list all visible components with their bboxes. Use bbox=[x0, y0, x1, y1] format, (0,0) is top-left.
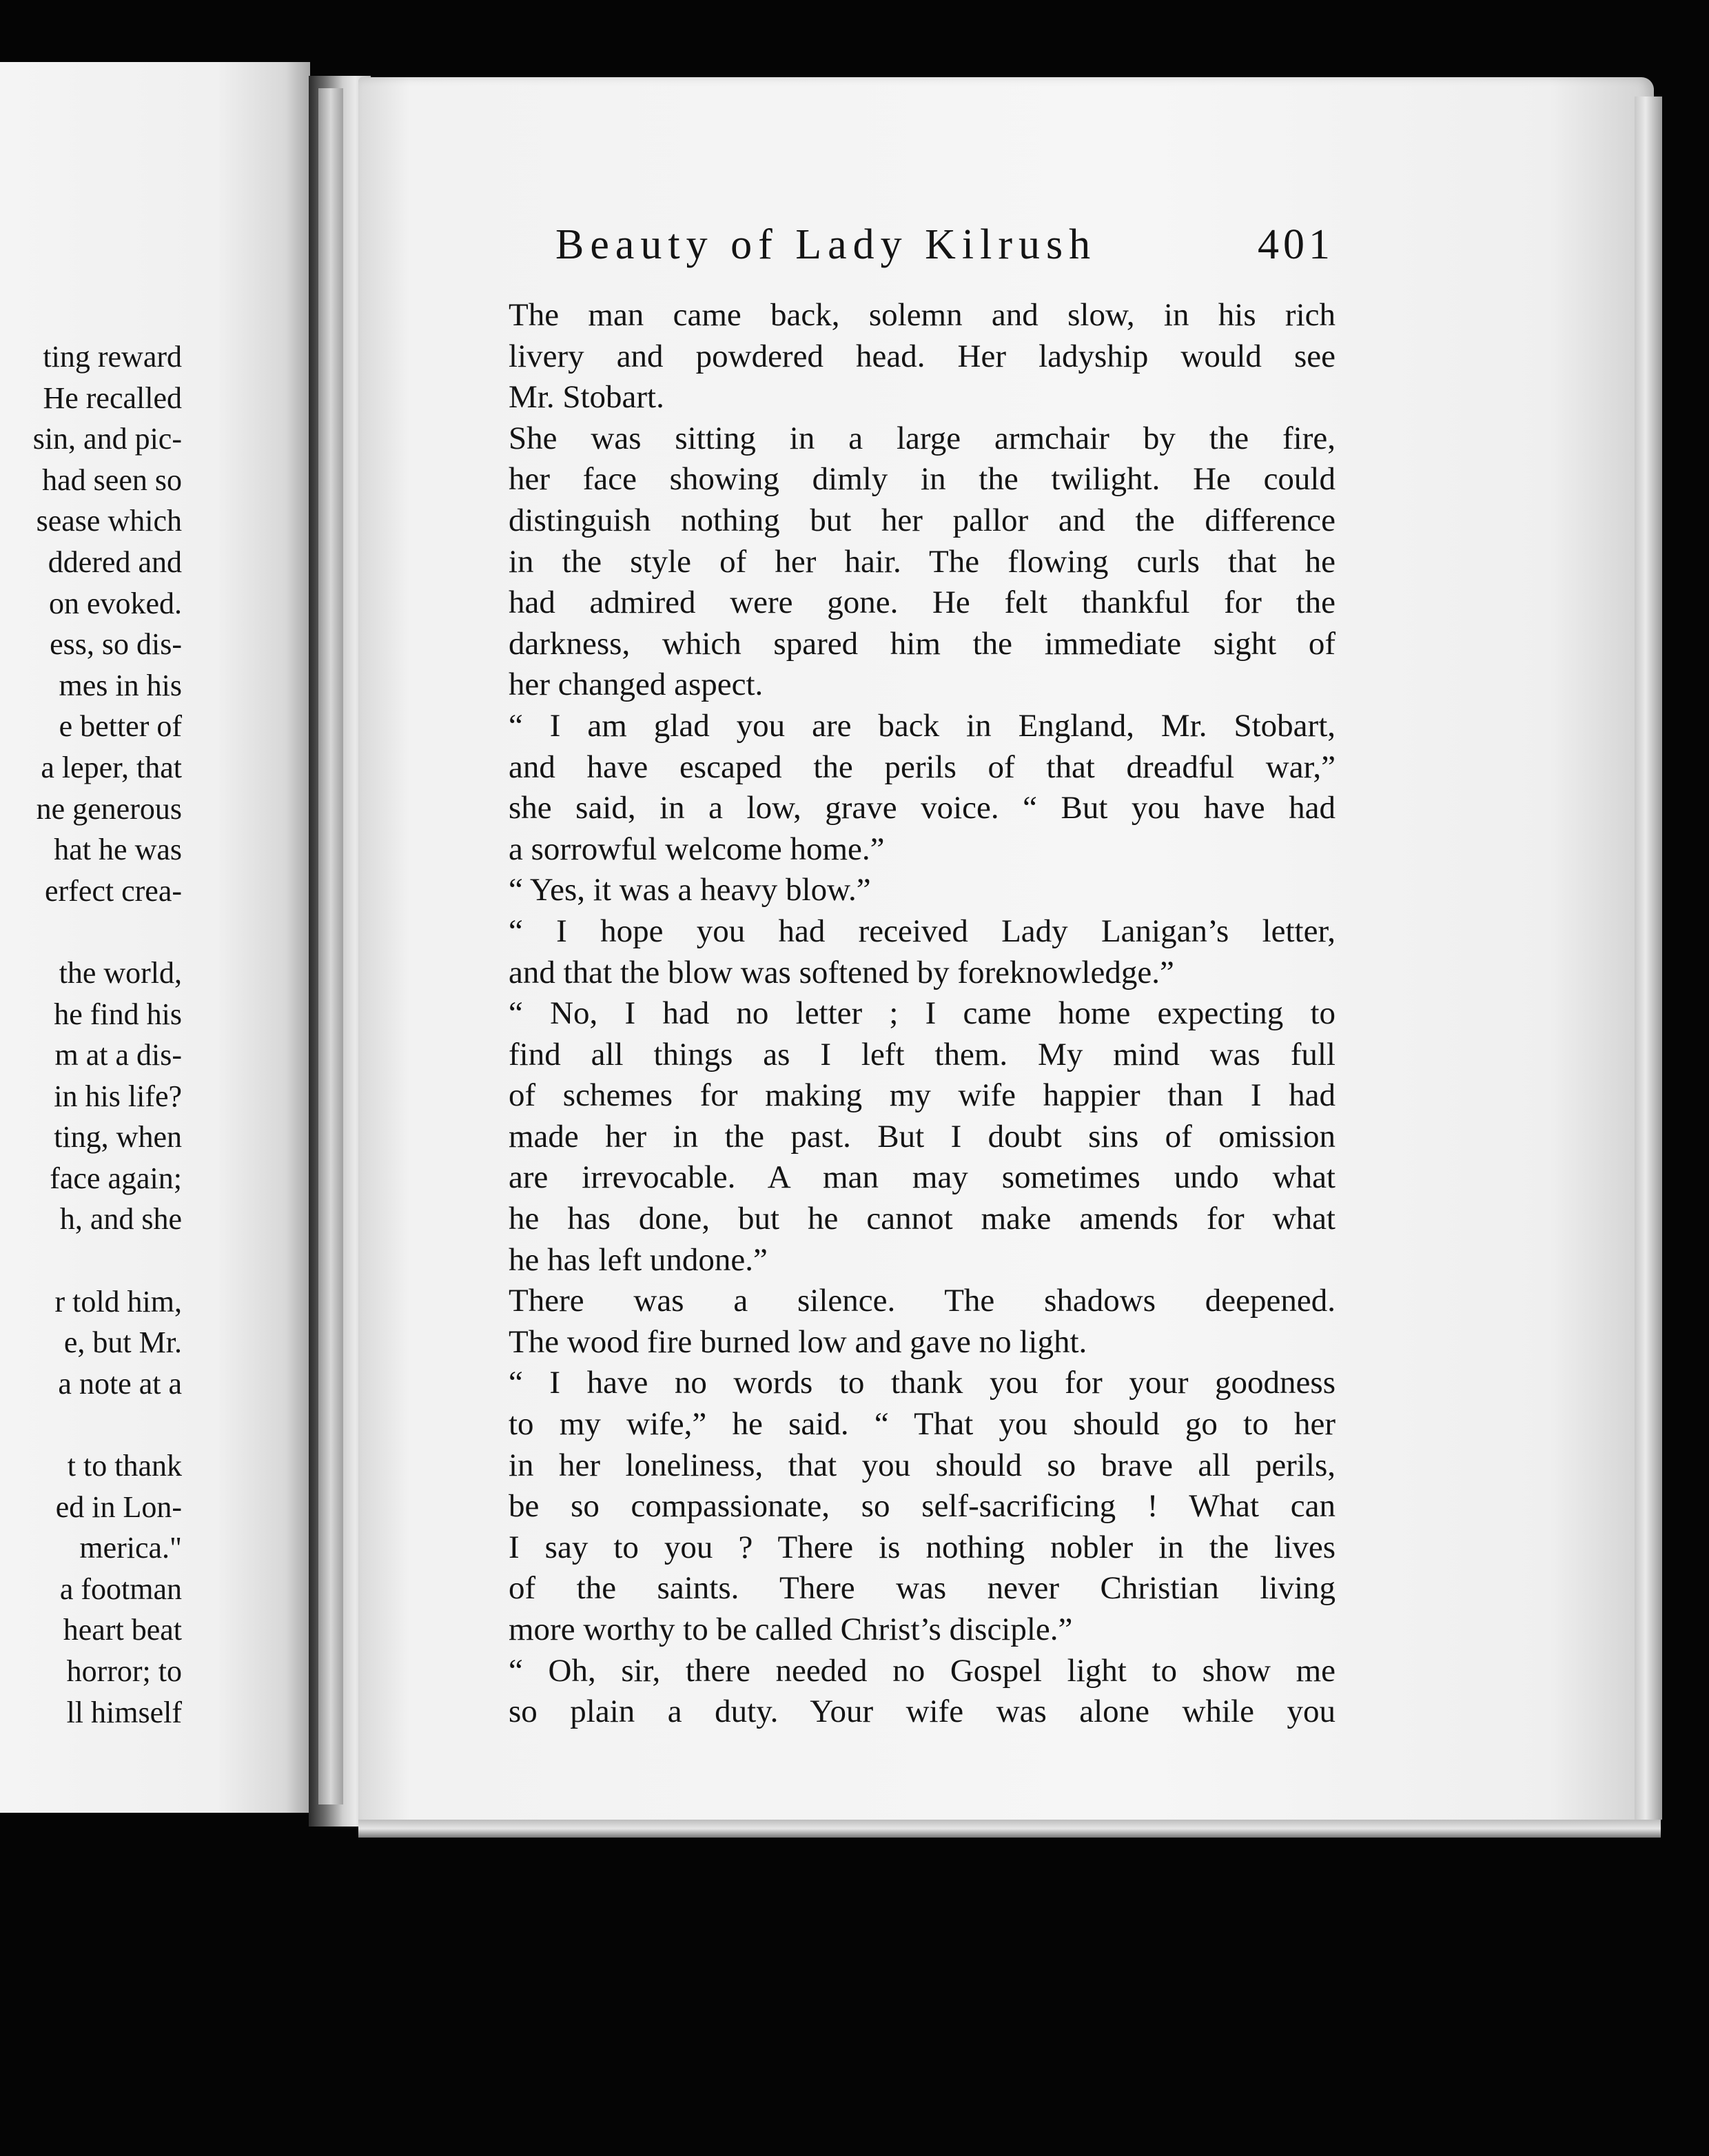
body-line: her changed aspect. bbox=[509, 667, 764, 703]
left-page-line: r told him, bbox=[54, 1284, 182, 1319]
body-text bbox=[509, 295, 1336, 1733]
left-page-line: horror; to bbox=[66, 1654, 182, 1688]
left-page-text bbox=[33, 336, 182, 1733]
left-page-line: sease which bbox=[36, 504, 182, 538]
body-line: “ I hope you had received Lady Lanigan’s letter, bbox=[509, 913, 1336, 949]
left-page-line: ed in Lon- bbox=[55, 1489, 182, 1524]
left-page-line: ting, when bbox=[54, 1120, 182, 1155]
left-page-line bbox=[33, 1404, 182, 1445]
body-line: had admired were gone. He felt thankful for the bbox=[509, 584, 1336, 621]
body-line: and have escaped the perils of that dreadful war,” bbox=[509, 749, 1336, 785]
left-page-line: ess, so dis- bbox=[50, 627, 182, 662]
body-line: to my wife,” he said. “ That you should go to her bbox=[509, 1406, 1336, 1443]
body-line: “ No, I had no letter ; I came home expecting to bbox=[509, 995, 1336, 1032]
left-page-line: on evoked. bbox=[48, 586, 182, 620]
body-line: made her in the past. But I doubt sins of omission bbox=[509, 1118, 1336, 1155]
body-line: a sorrowful welcome home.” bbox=[509, 831, 885, 867]
left-page-line: had seen so bbox=[42, 462, 182, 497]
left-page-line: e better of bbox=[59, 709, 182, 744]
left-page-line: ddered and bbox=[48, 545, 182, 579]
left-page-line: a leper, that bbox=[41, 750, 182, 784]
body-line: Mr. Stobart. bbox=[509, 379, 664, 416]
left-page-line: ne generous bbox=[36, 791, 182, 826]
body-line: “ Yes, it was a heavy blow.” bbox=[509, 872, 871, 908]
left-page-line: m at a dis- bbox=[54, 1038, 182, 1072]
left-page-line: face again; bbox=[50, 1161, 182, 1195]
body-line: more worthy to be called Christ’s disciple.” bbox=[509, 1611, 1073, 1647]
running-head bbox=[555, 221, 1334, 283]
left-page-line bbox=[33, 911, 182, 953]
left-page-line: erfect crea- bbox=[44, 873, 182, 908]
left-page-line: the world, bbox=[59, 955, 182, 990]
left-page-line: t to thank bbox=[67, 1449, 182, 1483]
left-page-line: mes in his bbox=[59, 668, 182, 702]
body-line: The wood fire burned low and gave no light. bbox=[509, 1323, 1087, 1360]
body-line: “ Oh, sir, there needed no Gospel light to show me bbox=[509, 1652, 1336, 1689]
body-line: he has done, but he cannot make amends for what bbox=[509, 1201, 1336, 1237]
left-page-line: merica." bbox=[79, 1531, 182, 1565]
left-page bbox=[0, 62, 310, 1813]
body-line: distinguish nothing but her pallor and the difference bbox=[509, 502, 1336, 538]
running-head-title: Beauty of Lady Kilrush bbox=[555, 221, 1097, 268]
left-page-line: heart beat bbox=[63, 1613, 182, 1647]
body-line: of the saints. There was never Christian living bbox=[509, 1570, 1336, 1607]
left-page-line: e, but Mr. bbox=[63, 1325, 182, 1360]
body-line: be so compassionate, so self-sacrificing ! What can bbox=[509, 1488, 1336, 1525]
body-line: in the style of her hair. The flowing curls that he bbox=[509, 543, 1336, 580]
body-line: She was sitting in a large armchair by the fire, bbox=[509, 420, 1336, 456]
body-line: he has left undone.” bbox=[509, 1241, 768, 1278]
left-page-line: he find his bbox=[54, 997, 182, 1031]
body-line: “ I am glad you are back in England, Mr. Stobart, bbox=[509, 707, 1336, 744]
left-page-line: ting reward bbox=[43, 340, 182, 374]
left-page-line: ll himself bbox=[66, 1695, 182, 1729]
body-line: The man came back, solemn and slow, in his rich bbox=[509, 297, 1336, 333]
body-line: and that the blow was softened by foreknowledge.” bbox=[509, 954, 1174, 990]
body-line: darkness, which spared him the immediate sight of bbox=[509, 625, 1336, 662]
binding-strip bbox=[318, 88, 343, 1804]
body-line: in her loneliness, that you should so brave all perils, bbox=[509, 1447, 1336, 1483]
left-page-line: a footman bbox=[59, 1572, 182, 1606]
body-line: find all things as I left them. My mind was full bbox=[509, 1036, 1336, 1072]
left-page-line: in his life? bbox=[54, 1079, 182, 1113]
body-line: There was a silence. The shadows deepened. bbox=[509, 1283, 1336, 1319]
left-page-line: hat he was bbox=[54, 833, 182, 867]
body-line: so plain a duty. Your wife was alone while you bbox=[509, 1694, 1336, 1730]
body-line: are irrevocable. A man may sometimes undo what bbox=[509, 1159, 1336, 1196]
left-page-line: He recalled bbox=[43, 380, 182, 415]
left-page-line: h, and she bbox=[59, 1202, 182, 1237]
body-line: her face showing dimly in the twilight. He could bbox=[509, 461, 1336, 498]
left-page-line: a note at a bbox=[58, 1366, 182, 1401]
body-line: “ I have no words to thank you for your goodness bbox=[509, 1365, 1336, 1401]
left-page-line: sin, and pic- bbox=[32, 422, 182, 456]
page-bottom-edge bbox=[358, 1820, 1661, 1838]
body-line: I say to you ? There is nothing nobler in the lives bbox=[509, 1529, 1336, 1565]
body-line: of schemes for making my wife happier than I had bbox=[509, 1077, 1336, 1114]
page-number: 401 bbox=[1258, 221, 1334, 268]
page-edge bbox=[1635, 96, 1662, 1820]
body-line: she said, in a low, grave voice. “ But you have had bbox=[509, 790, 1336, 826]
body-line: livery and powdered head. Her ladyship would see bbox=[509, 338, 1336, 374]
left-page-line bbox=[33, 1240, 182, 1281]
